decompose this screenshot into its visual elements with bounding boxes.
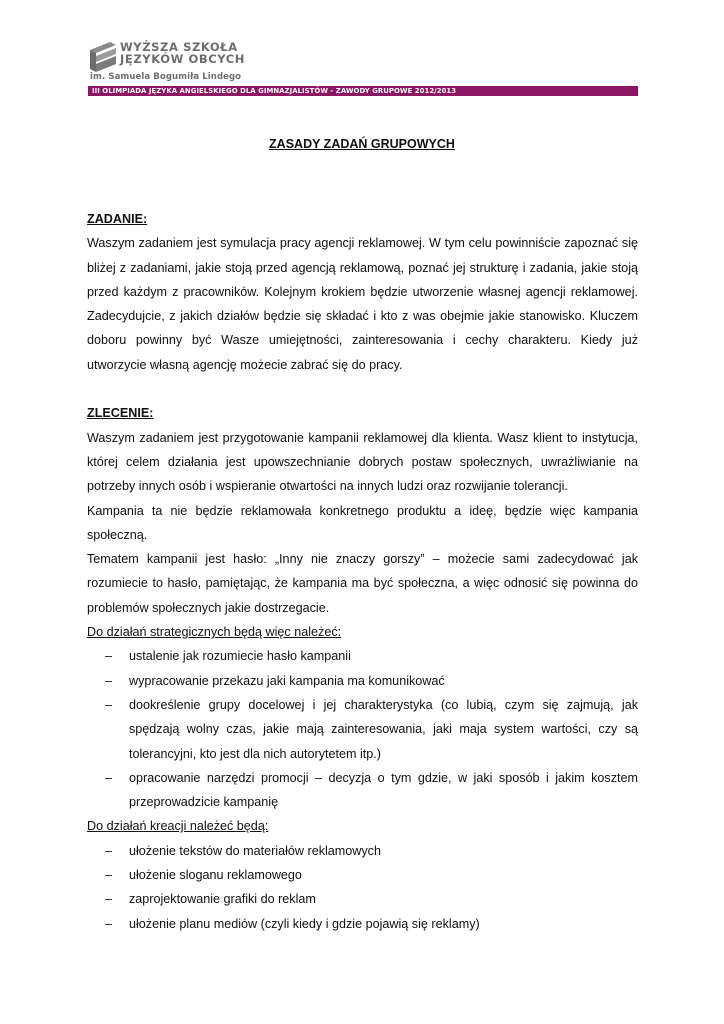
dash-bullet-icon: – — [105, 770, 113, 785]
document-title: ZASADY ZADAŃ GRUPOWYCH — [269, 137, 455, 151]
list-item: – wypracowanie przekazu jaki kampania ma komunikować — [87, 669, 638, 693]
dash-bullet-icon: – — [105, 916, 113, 931]
zlecenie-paragraph-3: Tematem kampanii jest hasło: „Inny nie znaczy gorszy” – możecie sami zadecydować jak rozumiecie to hasło, pamiętając, że kampania ma być społeczna, a więc odnosić się powinna do problemów społecznych jakie dostrzegacie. — [87, 552, 638, 615]
strategic-list — [87, 644, 638, 814]
dash-bullet-icon: – — [105, 868, 113, 883]
list-item: – dookreślenie grupy docelowej i jej charakterystyka (co lubią, czym się zajmują, jak spędzają wolny czas, jakie mają zainteresowania, jaki maja system wartości, czy są tolerancyjni, kto jest dla nich autorytetem itp.) — [87, 693, 638, 766]
logo-line-2: JĘZYKÓW OBCYCH — [120, 52, 246, 66]
dash-bullet-icon: – — [105, 697, 113, 712]
list-item: – zaprojektowanie grafiki do reklam — [87, 887, 638, 911]
dash-bullet-icon: – — [105, 892, 113, 907]
zadanie-paragraph: Waszym zadaniem jest symulacja pracy agencji reklamowej. W tym celu powinniście zapoznać się bliżej z zadaniami, jakie stoją przed agencją reklamową, poznać jej strukturę i zadania, jakie stoją przed każdym z pracowników. Kolejnym krokiem będzie utworzenie własnej agencji reklamowej. Zadecydujcie, z jakich działów będzie się składać i kto z was obejmie jakie stanowisko. Kluczem doboru powinny być Wasze umiejętności, zainteresowania i cechy charakteru. Kiedy już utworzycie własną agencję możecie zabrać się do pracy. — [87, 236, 638, 372]
banner-text: III OLIMPIADA JĘZYKA ANGIELSKIEGO DLA GIMNAZJALISTÓW - ZAWODY GRUPOWE 2012/2013 — [92, 87, 457, 95]
list-item: – opracowanie narzędzi promocji – decyzja o tym gdzie, w jaki sposób i jakim kosztem przeprowadzicie kampanię — [87, 766, 638, 815]
list-item: – ułożenie sloganu reklamowego — [87, 863, 638, 887]
list-item: – ułożenie planu mediów (czyli kiedy i gdzie pojawią się reklamy) — [87, 912, 638, 936]
list-item: – ustalenie jak rozumiecie hasło kampanii — [87, 644, 638, 668]
strategic-heading: Do działań strategicznych będą więc należeć: — [87, 625, 342, 640]
zlecenie-paragraph-1: Waszym zadaniem jest przygotowanie kampanii reklamowej dla klienta. Wasz klient to instytucja, której celem działania jest upowszechnianie dobrych postaw społecznych, uwrażliwianie na potrzeby innych osób i wspieranie otwartości na innych ludzi oraz rozwijanie tolerancji. — [87, 430, 638, 494]
logo-emblem-icon — [90, 42, 116, 72]
document-body — [87, 207, 638, 936]
section-heading-zlecenie: ZLECENIE: — [87, 406, 154, 421]
zlecenie-paragraph-2: Kampania ta nie będzie reklamowała konkretnego produktu a ideę, będzie więc kampania społeczną. — [87, 503, 638, 542]
dash-bullet-icon: – — [105, 673, 113, 688]
list-item: – ułożenie tekstów do materiałów reklamowych — [87, 839, 638, 863]
school-logo — [88, 40, 338, 84]
dash-bullet-icon: – — [105, 843, 113, 858]
creative-heading: Do działań kreacji należeć będą: — [87, 819, 269, 834]
logo-line-1: WYŻSZA SZKOŁA — [120, 40, 238, 54]
dash-bullet-icon: – — [105, 649, 113, 664]
section-heading-zadanie: ZADANIE: — [87, 212, 148, 226]
logo-line-3: im. Samuela Bogumiła Lindego — [90, 72, 242, 82]
creative-list — [87, 839, 638, 936]
header-banner — [88, 86, 638, 96]
